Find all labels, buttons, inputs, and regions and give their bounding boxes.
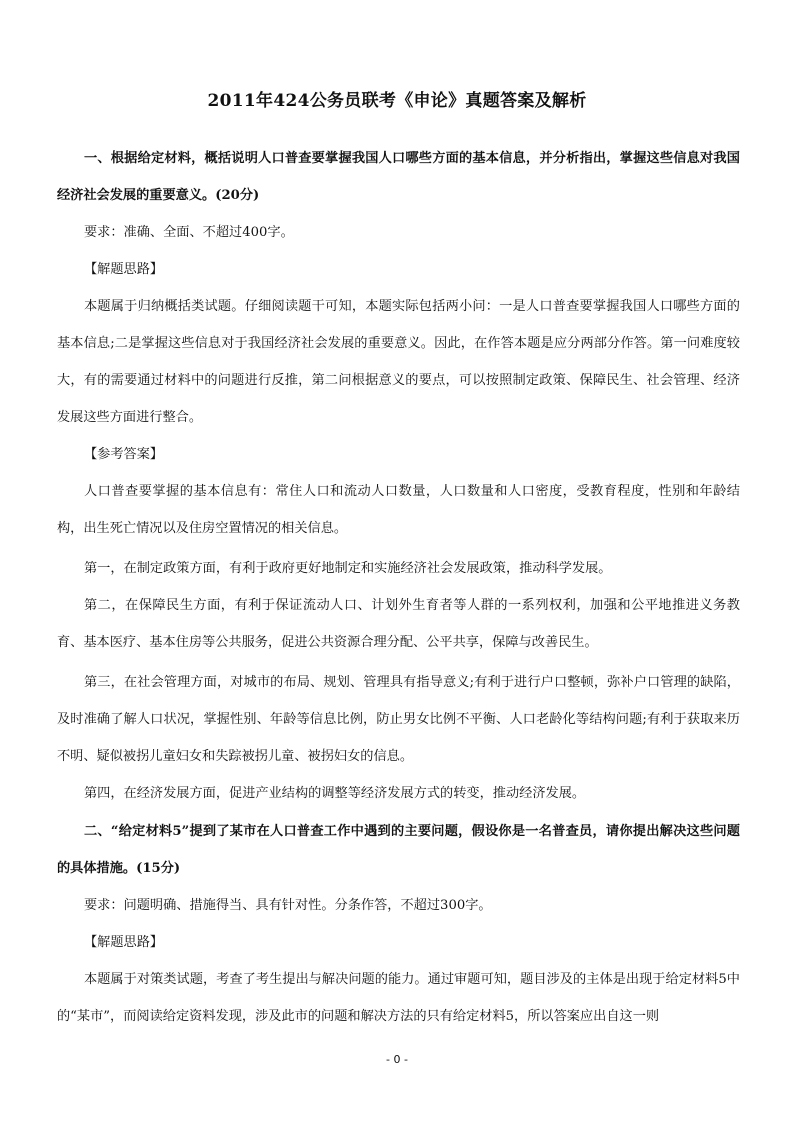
section-heading-answer-1: 【参考答案】	[84, 447, 164, 462]
requirement-2: 要求：问题明确、措施得当、具有针对性。分条作答，不超过300字。	[84, 898, 492, 913]
question-2: 二、“给定材料5”提到了某市在人口普查工作中遇到的主要问题，假设你是一名普查员，请你提出解决这些问题的具体措施。(15分)	[57, 824, 740, 876]
section-heading-analysis-2: 【解题思路】	[84, 935, 164, 950]
answer-point-3: 第三，在社会管理方面，对城市的布局、规划、管理具有指导意义;有利于进行户口整顿，弥补户口管理的缺陷，及时准确了解人口状况，掌握性别、年龄等信息比例，防止男女比例不平衡、人口老龄化等结构问题;有利于获取来历不明、疑似被拐儿童妇女和失踪被拐儿童、被拐妇女的信息。	[57, 675, 740, 764]
answer-intro: 人口普查要掌握的基本信息有：常住人口和流动人口数量，人口数量和人口密度，受教育程度，性别和年龄结构，出生死亡情况以及住房空置情况的相关信息。	[57, 484, 740, 536]
page-title: 2011年424公务员联考《申论》真题答案及解析	[207, 91, 587, 111]
question-1: 一、根据给定材料，概括说明人口普查要掌握我国人口哪些方面的基本信息，并分析指出，掌握这些信息对我国经济社会发展的重要意义。(20分)	[57, 151, 740, 203]
answer-point-1: 第一，在制定政策方面，有利于政府更好地制定和实施经济社会发展政策，推动科学发展。	[84, 561, 612, 576]
requirement-1: 要求：准确、全面、不超过400字。	[84, 225, 294, 240]
section-heading-analysis-1: 【解题思路】	[84, 262, 164, 277]
analysis-1: 本题属于归纳概括类试题。仔细阅读题干可知，本题实际包括两小问：一是人口普查要掌握我国人口哪些方面的基本信息;二是掌握这些信息对于我国经济社会发展的重要意义。因此，在作答本题是应分两部分作答。第一问难度较大，有的需要通过材料中的问题进行反推，第二问根据意义的要点，可以按照制定政策、保障民生、社会管理、经济发展这些方面进行整合。	[57, 299, 740, 425]
analysis-2: 本题属于对策类试题，考查了考生提出与解决问题的能力。通过审题可知，题目涉及的主体是出现于给定材料5中的“某市”，而阅读给定资料发现，涉及此市的问题和解决方法的只有给定材料5，所以答案应出自这一则	[57, 972, 740, 1024]
page-number: - 0 -	[386, 1053, 408, 1066]
answer-point-4: 第四，在经济发展方面，促进产业结构的调整等经济发展方式的转变，推动经济发展。	[84, 786, 586, 801]
answer-point-2: 第二，在保障民生方面，有利于保证流动人口、计划外生育者等人群的一系列权利，加强和公平地推进义务教育、基本医疗、基本住房等公共服务，促进公共资源合理分配、公平共享，保障与改善民生。	[57, 598, 740, 650]
